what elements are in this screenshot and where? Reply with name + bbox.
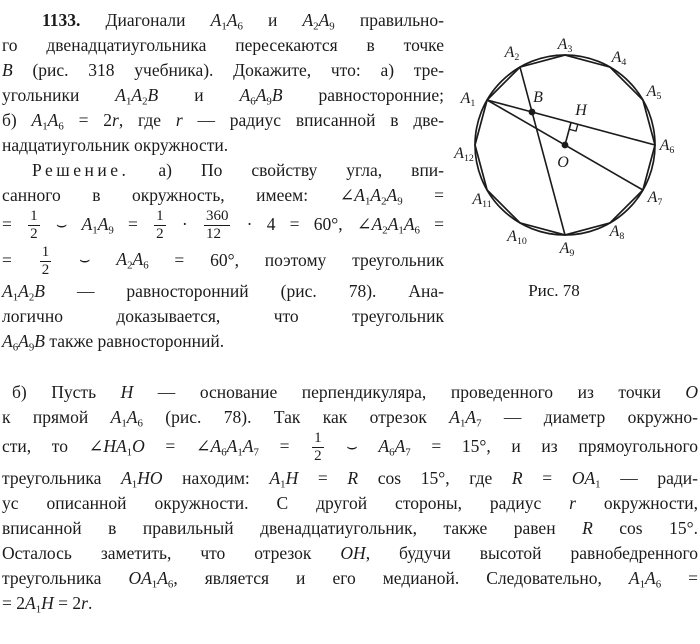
text-line: б) Пусть H — основание перпендикуляра, проведенного из точки O — [12, 382, 698, 402]
text-line: = $\frac{1}{2}$ ⌣ $A_2A_6 = 60^\circ$, поэтому треугольник — [2, 243, 445, 278]
figure-78 — [444, 15, 694, 265]
vertex-label-a3: $A_3$ — [557, 36, 573, 55]
text-line: $A_1A_2B$ — равносторонний (рис. 78). Ана- — [2, 281, 444, 304]
vertex-label-a5: $A_5$ — [646, 83, 662, 102]
text-line: = $\frac{1}{2}$ ⌣ $A_1A_9$ = $\frac{1}{2}$ · $\frac{360}{12}$ · 4 = 60°, $\angle A_2A_1A_6$ = — [2, 208, 445, 243]
vertex-label-a12: $A_{12}$ — [454, 145, 474, 164]
text-line: треугольника $OA_1A_6$, является и его медианой. Следовательно, $A_1A_6$ = — [2, 567, 699, 590]
solution-part-b — [2, 380, 698, 616]
text-line: надцатиугольник окружности. — [2, 135, 229, 155]
vertex-label-a8: $A_8$ — [609, 223, 625, 242]
figure-column — [444, 8, 698, 354]
text-line: = $2A_1H = 2r$. — [2, 592, 93, 615]
text-line: санного в окружность, имеем: $\angle A_1A_2A_9$ = — [2, 185, 444, 208]
text-line: вписанной в правильный двенадцатиугольник, также равен R cos 15°. — [2, 517, 698, 538]
point-label-b: B — [533, 89, 543, 106]
segment-o-h — [565, 123, 571, 146]
vertex-label-a10: $A_{10}$ — [507, 228, 527, 247]
point-b-dot — [529, 109, 536, 116]
point-label-h: H — [575, 102, 587, 119]
text-line: го двенадцатиугольника пересекаются в точке — [2, 35, 444, 55]
text-column — [2, 8, 444, 354]
text-line: $A_6A_9B$ также равносторонний. — [2, 331, 225, 354]
text-line: логично доказывается, что треугольник — [2, 306, 444, 326]
vertex-label-a4: $A_4$ — [611, 49, 627, 68]
point-label-o: O — [557, 154, 569, 171]
vertex-label-a7: $A_7$ — [647, 189, 663, 208]
chord-a1-a6 — [487, 100, 655, 145]
top-section — [2, 8, 698, 354]
text-line: 1133. Диагонали $A_1A_6$ и $A_2A_9$ правильно- — [42, 10, 445, 33]
text-line: ус описанной окружности. С другой стороны, радиус r окружности, — [2, 492, 698, 513]
solution-part-a — [2, 158, 444, 354]
problem-statement — [2, 8, 444, 158]
point-o-dot — [562, 142, 569, 149]
text-line: треугольника $A_1HO$ находим: $A_1H = R$ cos 15°, где $R = OA_1$ — ради- — [2, 467, 698, 490]
text-line: сти, то $\angle HA_1O$ = $\angle A_6A_1A_7$ = $\frac{1}{2}$ ⌣ $A_6A_7 = 15^\circ$, и из прямоугольного — [2, 430, 698, 465]
vertex-label-a6: $A_6$ — [659, 137, 675, 156]
text-line: Осталось заметить, что отрезок OH, будучи высотой равнобедренного — [2, 542, 698, 563]
text-line: к прямой $A_1A_6$ (рис. 78). Так как отрезок $A_1A_7$ — диаметр окружно- — [2, 407, 698, 430]
vertex-label-a2: $A_2$ — [504, 44, 520, 63]
vertex-label-a1: $A_1$ — [460, 90, 476, 109]
text-line: угольники $A_1A_2B$ и $A_6A_9B$ равносторонние; — [2, 85, 444, 108]
figure-caption: Рис. 78 — [528, 281, 580, 300]
vertex-label-a11: $A_{11}$ — [472, 191, 492, 210]
text-line: Решение. а) По свойству угла, впи- — [32, 160, 444, 180]
text-line: B (рис. 318 учебника). Докажите, что: а) тре- — [2, 60, 444, 80]
text-line: б) $A_1A_6 = 2r$, где r — радиус вписанной в две- — [2, 110, 444, 133]
vertex-label-a9: $A_9$ — [559, 240, 575, 259]
